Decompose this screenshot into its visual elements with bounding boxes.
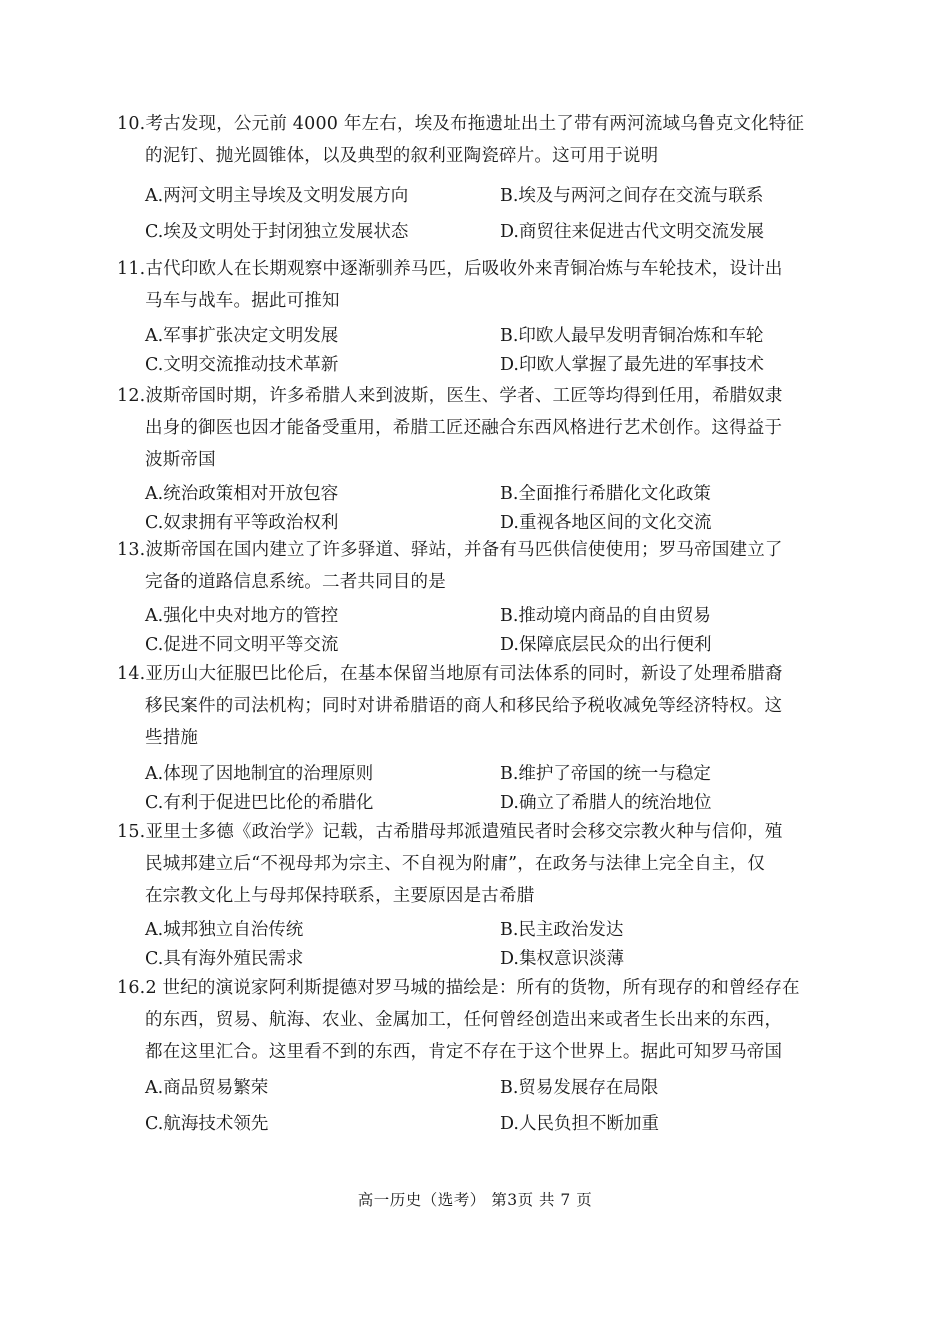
question-16 xyxy=(117,972,857,1068)
stem-line: 马车与战车。据此可推知 xyxy=(145,291,340,311)
option-c[interactable]: C.文明交流推动技术革新 xyxy=(145,355,339,375)
stem-line: 移民案件的司法机构；同时对讲希腊语的商人和移民给予税收减免等经济特权。这 xyxy=(145,696,783,716)
page-footer: 高一历史（选考） 第3页 共 7 页 xyxy=(357,1191,593,1209)
question-stem xyxy=(117,380,857,412)
option-b[interactable]: B.民主政治发达 xyxy=(500,920,624,940)
question-15 xyxy=(117,816,857,912)
stem-line: 在宗教文化上与母邦保持联系，主要原因是古希腊 xyxy=(145,886,535,906)
option-c[interactable]: C.航海技术领先 xyxy=(145,1114,269,1134)
option-a[interactable]: A.商品贸易繁荣 xyxy=(145,1078,269,1098)
option-d[interactable]: D.集权意识淡薄 xyxy=(500,949,624,969)
question-number: 13. xyxy=(117,540,146,560)
stem-line: 亚里士多德《政治学》记载，古希腊母邦派遣殖民者时会移交宗教火种与信仰，殖 xyxy=(145,822,783,842)
stem-line: 波斯帝国时期，许多希腊人来到波斯，医生、学者、工匠等均得到任用，希腊奴隶 xyxy=(145,386,783,406)
question-10 xyxy=(117,108,857,172)
option-c[interactable]: C.具有海外殖民需求 xyxy=(145,949,304,969)
stem-line: 考古发现，公元前 4000 年左右，埃及布拖遗址出土了带有两河流域乌鲁克文化特征 xyxy=(145,114,805,134)
option-d[interactable]: D.商贸往来促进古代文明交流发展 xyxy=(500,222,764,242)
option-a[interactable]: A.体现了因地制宜的治理原则 xyxy=(145,764,374,784)
stem-line: 民城邦建立后“不视母邦为宗主、不自视为附庸”，在政务与法律上完全自主，仅 xyxy=(145,854,766,874)
question-stem xyxy=(117,534,857,566)
question-stem xyxy=(117,108,857,140)
option-c[interactable]: C.促进不同文明平等交流 xyxy=(145,635,339,655)
option-b[interactable]: B.印欧人最早发明青铜冶炼和车轮 xyxy=(500,326,764,346)
question-number: 16. xyxy=(117,978,146,998)
stem-line: 的泥钉、抛光圆锥体，以及典型的叙利亚陶瓷碎片。这可用于说明 xyxy=(145,146,659,166)
option-c[interactable]: C.有利于促进巴比伦的希腊化 xyxy=(145,793,374,813)
option-b[interactable]: B.维护了帝国的统一与稳定 xyxy=(500,764,711,784)
question-stem xyxy=(117,253,857,285)
stem-line: 波斯帝国在国内建立了许多驿道、驿站，并备有马匹供信使使用；罗马帝国建立了 xyxy=(145,540,783,560)
option-d[interactable]: D.印欧人掌握了最先进的军事技术 xyxy=(500,355,764,375)
question-number: 11. xyxy=(117,259,146,279)
option-a[interactable]: A.两河文明主导埃及文明发展方向 xyxy=(145,186,409,206)
option-d[interactable]: D.确立了希腊人的统治地位 xyxy=(500,793,712,813)
stem-line: 都在这里汇合。这里看不到的东西，肯定不存在于这个世界上。据此可知罗马帝国 xyxy=(145,1042,783,1062)
stem-line: 的东西，贸易、航海、农业、金属加工，任何曾经创造出来或者生长出来的东西， xyxy=(145,1010,783,1030)
option-c[interactable]: C.埃及文明处于封闭独立发展状态 xyxy=(145,222,409,242)
option-a[interactable]: A.军事扩张决定文明发展 xyxy=(145,326,339,346)
stem-line: 古代印欧人在长期观察中逐渐驯养马匹，后吸收外来青铜冶炼与车轮技术，设计出 xyxy=(145,259,783,279)
stem-line: 些措施 xyxy=(145,728,199,748)
question-stem xyxy=(117,658,857,690)
question-12 xyxy=(117,380,857,476)
option-a[interactable]: A.统治政策相对开放包容 xyxy=(145,484,339,504)
option-d[interactable]: D.重视各地区间的文化交流 xyxy=(500,513,712,533)
stem-line: 2 世纪的演说家阿利斯提德对罗马城的描绘是：所有的货物，所有现存的和曾经存在 xyxy=(145,978,800,998)
question-number: 12. xyxy=(117,386,146,406)
stem-line: 出身的御医也因才能备受重用，希腊工匠还融合东西风格进行艺术创作。这得益于 xyxy=(145,418,783,438)
option-b[interactable]: B.埃及与两河之间存在交流与联系 xyxy=(500,186,764,206)
stem-line: 波斯帝国 xyxy=(145,450,216,470)
option-b[interactable]: B.全面推行希腊化文化政策 xyxy=(500,484,711,504)
question-13 xyxy=(117,534,857,598)
question-number: 15. xyxy=(117,822,146,842)
question-stem xyxy=(117,816,857,848)
stem-line: 完备的道路信息系统。二者共同目的是 xyxy=(145,572,446,592)
stem-line: 亚历山大征服巴比伦后，在基本保留当地原有司法体系的同时，新设了处理希腊裔 xyxy=(145,664,783,684)
question-number: 14. xyxy=(117,664,146,684)
option-c[interactable]: C.奴隶拥有平等政治权利 xyxy=(145,513,339,533)
question-number: 10. xyxy=(117,114,146,134)
question-11 xyxy=(117,253,857,317)
option-d[interactable]: D.人民负担不断加重 xyxy=(500,1114,659,1134)
option-a[interactable]: A.强化中央对地方的管控 xyxy=(145,606,339,626)
option-d[interactable]: D.保障底层民众的出行便利 xyxy=(500,635,712,655)
option-b[interactable]: B.推动境内商品的自由贸易 xyxy=(500,606,711,626)
question-14 xyxy=(117,658,857,754)
option-b[interactable]: B.贸易发展存在局限 xyxy=(500,1078,659,1098)
question-stem xyxy=(117,972,857,1004)
option-a[interactable]: A.城邦独立自治传统 xyxy=(145,920,304,940)
